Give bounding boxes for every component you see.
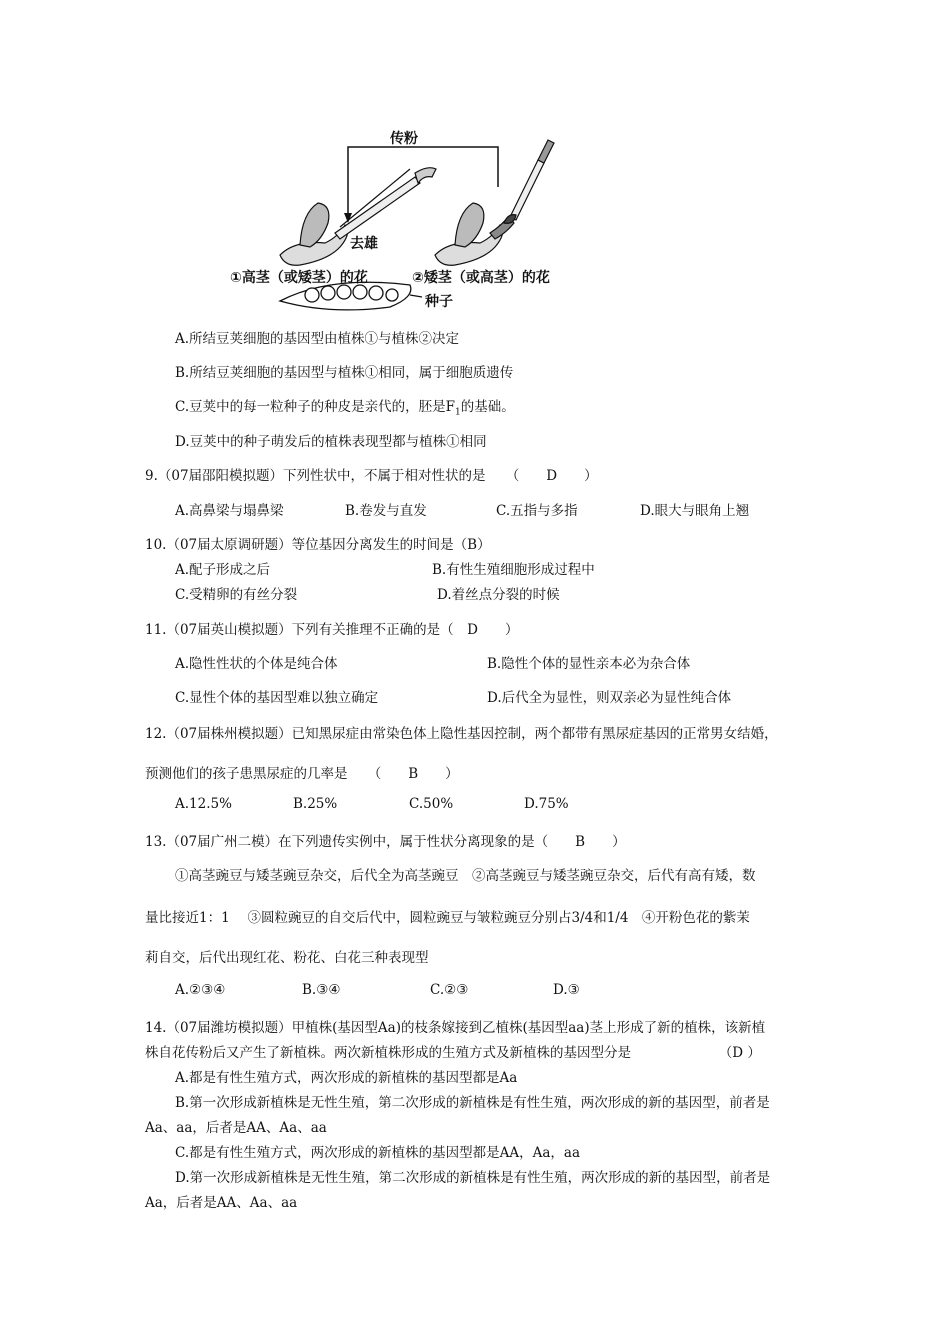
q10-option-d: D.着丝点分裂的时候 [437,587,560,603]
q13-option-b: B.③④ [302,982,341,998]
q10-option-a: A.配子形成之后 [175,562,271,578]
q10-option-b: B.有性生殖细胞形成过程中 [432,562,595,578]
q14-option-d-line2: Aa，后者是AA、Aa、aa [145,1195,298,1211]
q13-body-line1: ①高茎豌豆与矮茎豌豆杂交，后代全为高茎豌豆 ②高茎豌豆与矮茎豌豆杂交，后代有高有矮，数 [175,868,756,884]
q9-option-b: B.卷发与直发 [345,503,427,519]
right-flower-icon [435,140,554,265]
q12-option-c: C.50% [409,796,454,812]
q9-option-c: C.五指与多指 [496,503,578,519]
pollination-label: 传粉 [390,131,418,147]
q11-option-a: A.隐性性状的个体是纯合体 [175,656,338,672]
q10-stem: 10.（07届太原调研题）等位基因分离发生的时间是（B） [145,537,491,553]
q8-option-b: B.所结豆荚细胞的基因型与植株①相同，属于细胞质遗传 [175,365,514,381]
pollination-diagram [230,125,570,315]
emasculation-label: 去雄 [350,236,378,252]
q9-option-d: D.眼大与眼角上翘 [640,503,750,519]
q8-option-a: A.所结豆荚细胞的基因型由植株①与植株②决定 [175,331,460,347]
flower2-label: ②矮茎（或高茎）的花 [412,270,550,286]
q12-option-d: D.75% [524,796,569,812]
seed-label: 种子 [425,294,453,310]
q11-option-d: D.后代全为显性，则双亲必为显性纯合体 [487,690,732,706]
q13-body-line2: 量比接近1：1 ③圆粒豌豆的自交后代中，圆粒豌豆与皱粒豌豆分别占3/4和1/4 ④开粉色花的紫茉 [145,910,750,926]
q14-option-b-line1: B.第一次形成新植株是无性生殖，第二次形成的新植株是有性生殖，两次形成的新的基因型，前者是 [175,1095,770,1111]
q9-option-a: A.高鼻梁与塌鼻梁 [175,503,284,519]
q11-stem: 11.（07届英山模拟题）下列有关推理不正确的是（ D ） [145,622,519,638]
q13-option-a: A.②③④ [175,982,226,998]
q13-stem: 13.（07届广州二模）在下列遗传实例中，属于性状分离现象的是（ B ） [145,834,626,850]
q8-option-c: C.豆荚中的每一粒种子的种皮是亲代的，胚是$F_1$的基础。 [175,399,515,418]
q14-stem-line1: 14.（07届潍坊模拟题）甲植株(基因型Aa)的枝条嫁接到乙植株(基因型aa)茎上形成了新的植株，该新植 [145,1020,766,1036]
q12-stem-line1: 12.（07届株州模拟题）已知黑尿症由常染色体上隐性基因控制，两个都带有黑尿症基因的正常男女结婚， [145,726,778,742]
q13-option-c: C.②③ [430,982,469,998]
q14-stem-line2: 株自花传粉后又产生了新植株。两次新植株形成的生殖方式及新植株的基因型分是 （D ） [145,1045,761,1061]
q14-option-c: C.都是有性生殖方式，两次形成的新植株的基因型都是AA，Aa，aa [175,1145,581,1161]
q10-option-c: C.受精卵的有丝分裂 [175,587,298,603]
q8-option-d: D.豆荚中的种子萌发后的植株表现型都与植株①相同 [175,434,487,450]
q14-option-a: A.都是有性生殖方式，两次形成的新植株的基因型都是Aa [175,1070,518,1086]
q13-body-line3: 莉自交，后代出现红花、粉花、白花三种表现型 [145,950,429,966]
q11-option-c: C.显性个体的基因型难以独立确定 [175,690,379,706]
q12-option-b: B.25% [293,796,338,812]
flower1-label: ①高茎（或矮茎）的花 [230,270,368,286]
q11-option-b: B.隐性个体的显性亲本必为杂合体 [487,656,691,672]
q9-stem: 9.（07届邵阳模拟题）下列性状中，不属于相对性状的是 （ D ） [145,468,598,484]
q12-option-a: A.12.5% [175,796,232,812]
q14-option-b-line2: Aa、aa，后者是AA、Aa、aa [145,1120,327,1136]
q14-option-d-line1: D.第一次形成新植株是无性生殖，第二次形成的新植株是有性生殖，两次形成的新的基因型，前者是 [175,1170,771,1186]
q13-option-d: D.③ [553,982,580,998]
q12-stem-line2: 预测他们的孩子患黑尿症的几率是 （ B ） [145,766,459,782]
